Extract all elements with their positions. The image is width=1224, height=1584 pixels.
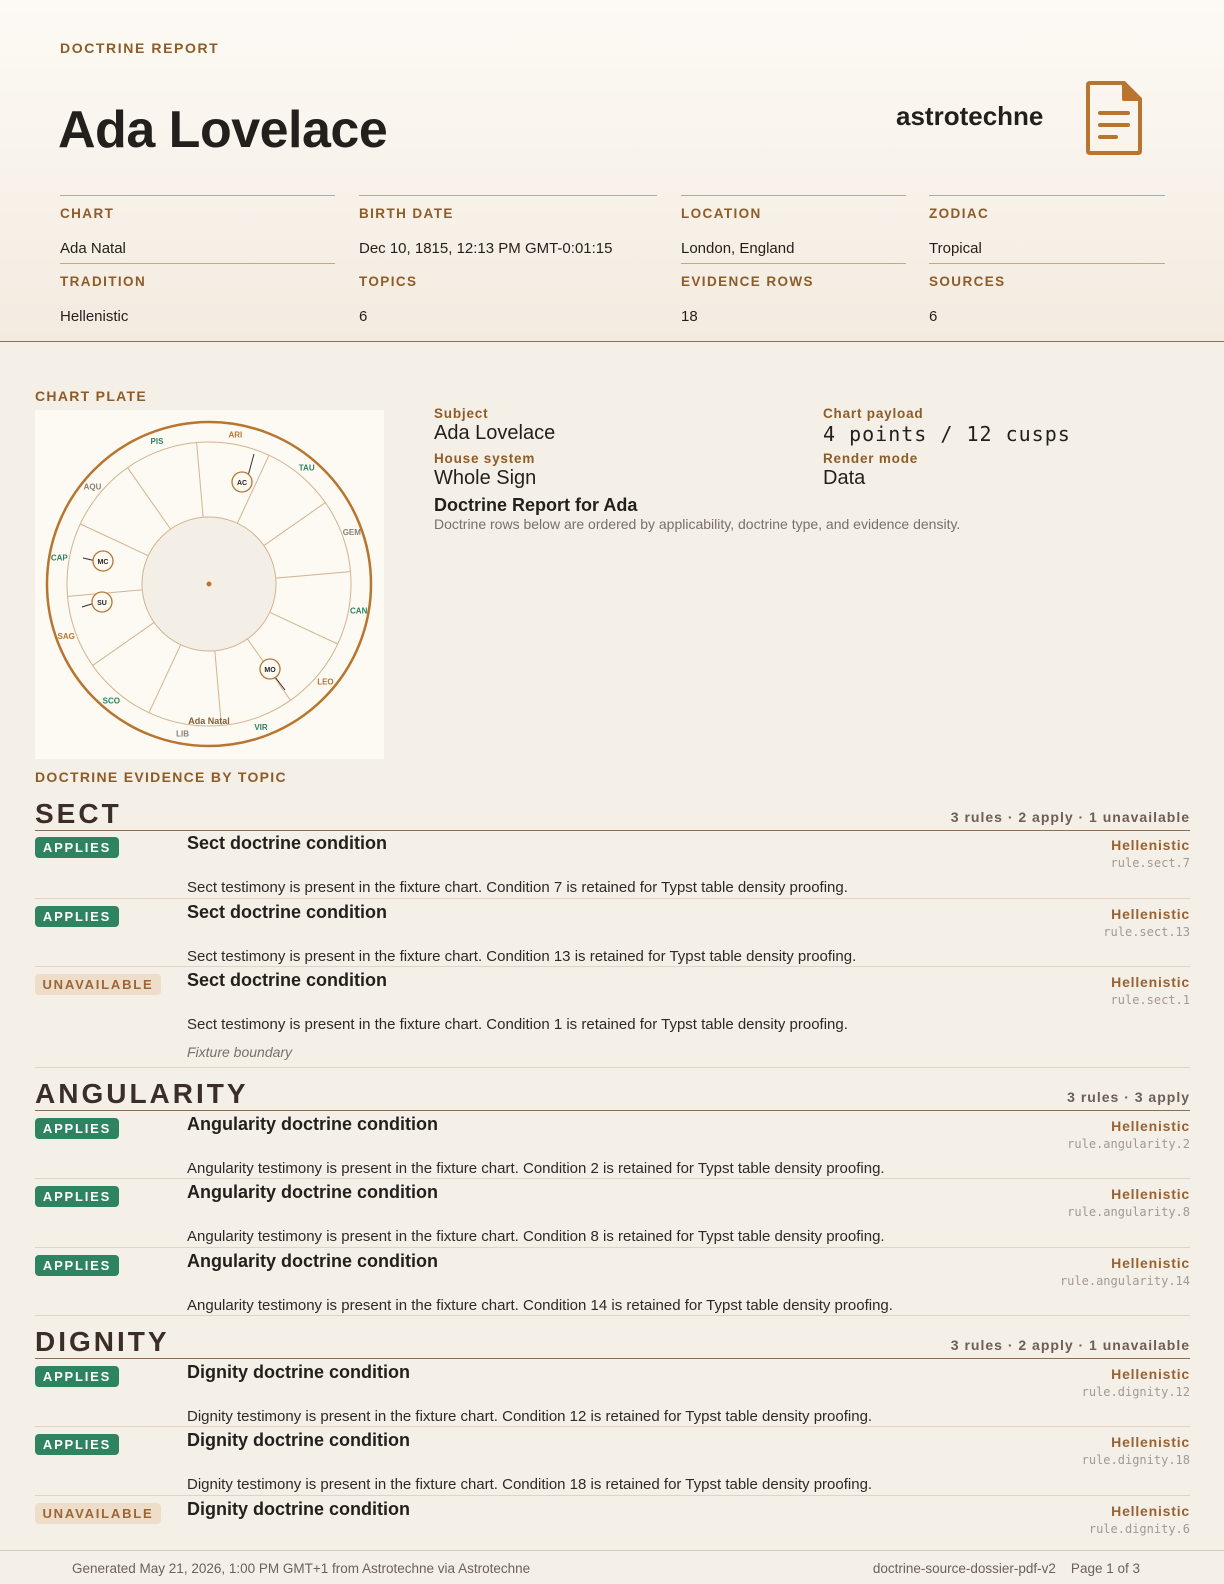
brand-name: astrotechne: [896, 101, 1044, 131]
house-cusp-line: [270, 612, 338, 644]
evidence-row: [35, 1430, 1190, 1496]
rule-description: Angularity testimony is present in the fixture chart. Condition 2 is retained for Typst table density proofing.: [187, 1160, 885, 1177]
rule-note: Fixture boundary: [187, 1044, 293, 1060]
evidence-row: [35, 970, 1190, 1068]
payload-label: Chart payload: [823, 406, 924, 421]
topic-count: 3 rules · 3 apply: [1067, 1089, 1190, 1105]
sign-label-cap: CAP: [50, 553, 68, 563]
rule-title: Dignity doctrine condition: [187, 1499, 410, 1519]
house-cusp-line: [215, 651, 222, 726]
meta-topics: [359, 263, 657, 331]
ac-label: AC: [236, 480, 248, 487]
rule-description: Dignity testimony is present in the fixture chart. Condition 12 is retained for Typst table density proofing.: [187, 1408, 873, 1425]
evidence-row: [35, 1114, 1190, 1179]
subject-label: Subject: [434, 406, 489, 421]
ac-tick: [248, 454, 254, 476]
rule-description: Angularity testimony is present in the fixture chart. Condition 8 is retained for Typst table density proofing.: [187, 1228, 885, 1245]
sign-label-pis: PIS: [150, 437, 164, 447]
status-badge: APPLIES: [35, 906, 119, 927]
sign-label-can: CAN: [350, 606, 368, 616]
topic-count: 3 rules · 2 apply · 1 unavailable: [950, 809, 1190, 825]
sign-label-vir: VIR: [254, 722, 268, 732]
document-icon: [1086, 81, 1142, 155]
evidence-row: [35, 1362, 1190, 1427]
rule-id: rule.sect.7: [1110, 856, 1190, 870]
evidence-row: [35, 1251, 1190, 1316]
rule-title: Dignity doctrine condition: [187, 1362, 410, 1382]
house-cusp-line: [128, 468, 171, 529]
mo-tick: [275, 677, 285, 690]
rule-title: Sect doctrine condition: [187, 833, 388, 853]
center-dot: [207, 582, 212, 587]
subject-value: Ada Lovelace: [434, 422, 556, 444]
chart-wheel: [35, 410, 384, 759]
rule-title: Angularity doctrine condition: [187, 1182, 438, 1202]
meta-zodiac: [929, 195, 1165, 263]
rule-description: Angularity testimony is present in the fixture chart. Condition 14 is retained for Typst table density proofing.: [187, 1297, 893, 1314]
rule-description: Sect testimony is present in the fixture chart. Condition 13 is retained for Typst table density proofing.: [187, 948, 857, 965]
status-badge: APPLIES: [35, 1366, 119, 1387]
page-footer: [0, 1550, 1224, 1584]
status-badge: APPLIES: [35, 1255, 119, 1276]
meta-label: CHART: [60, 206, 115, 221]
report-header: [0, 0, 1224, 342]
meta-label: TOPICS: [359, 274, 418, 289]
rule-description: Sect testimony is present in the fixture chart. Condition 7 is retained for Typst table density proofing.: [187, 879, 848, 896]
evidence-section-label: DOCTRINE EVIDENCE BY TOPIC: [35, 769, 287, 785]
sign-label-tau: TAU: [298, 463, 315, 473]
meta-label: SOURCES: [929, 274, 1006, 289]
footer-page-info: doctrine-source-dossier-pdf-v2 Page 1 of 3: [872, 1561, 1140, 1576]
payload-value: 4 points / 12 cusps: [823, 422, 1071, 446]
meta-value: 18: [681, 308, 698, 325]
footer-generated: Generated May 21, 2026, 1:00 PM GMT+1 from Astrotechne via Astrotechne: [72, 1561, 531, 1576]
rule-tradition: Hellenistic: [1111, 1255, 1190, 1271]
meta-tradition: [60, 263, 335, 331]
meta-value: Dec 10, 1815, 12:13 PM GMT-0:01:15: [359, 240, 613, 257]
house-cusp-line: [149, 645, 181, 713]
rule-id: rule.angularity.8: [1067, 1205, 1190, 1219]
rule-tradition: Hellenistic: [1111, 1118, 1190, 1134]
house-cusp-line: [197, 443, 204, 518]
rule-tradition: Hellenistic: [1111, 906, 1190, 922]
evidence-row: [35, 902, 1190, 967]
rule-id: rule.dignity.6: [1088, 1522, 1190, 1536]
rule-title: Angularity doctrine condition: [187, 1251, 438, 1271]
meta-label: LOCATION: [681, 206, 762, 221]
house-cusp-line: [93, 622, 154, 665]
meta-birth-date: [359, 195, 657, 263]
report-description: Doctrine rows below are ordered by applicability, doctrine type, and evidence density.: [434, 516, 961, 532]
report-kicker: DOCTRINE REPORT: [60, 40, 220, 56]
rule-id: rule.angularity.2: [1067, 1137, 1190, 1151]
mo-label: MO: [264, 667, 276, 674]
house-cusp-line: [276, 572, 351, 579]
evidence-row: [35, 833, 1190, 899]
meta-value: London, England: [681, 240, 795, 257]
meta-value: 6: [359, 308, 368, 325]
report-subtitle: Doctrine Report for Ada: [434, 495, 638, 515]
rule-title: Angularity doctrine condition: [187, 1114, 438, 1134]
house-system-value: Whole Sign: [434, 467, 537, 489]
sign-label-leo: LEO: [317, 677, 334, 687]
meta-label: TRADITION: [60, 274, 147, 289]
render-mode-value: Data: [823, 467, 866, 489]
rule-tradition: Hellenistic: [1111, 1366, 1190, 1382]
chart-name-label: Ada Natal: [188, 716, 230, 726]
rule-description: Dignity testimony is present in the fixture chart. Condition 18 is retained for Typst table density proofing.: [187, 1476, 873, 1493]
status-badge: UNAVAILABLE: [35, 1503, 161, 1524]
rule-title: Dignity doctrine condition: [187, 1430, 410, 1450]
meta-evidence-rows: [681, 263, 906, 331]
topic-name: SECT: [35, 798, 122, 829]
report-title: Ada Lovelace: [58, 101, 388, 159]
rule-title: Sect doctrine condition: [187, 902, 388, 922]
rule-description: Sect testimony is present in the fixture chart. Condition 1 is retained for Typst table density proofing.: [187, 1016, 848, 1033]
meta-value: Ada Natal: [60, 240, 126, 257]
meta-label: BIRTH DATE: [359, 206, 454, 221]
topic-header-dignity: [35, 1326, 1190, 1359]
sign-label-ari: ARI: [228, 430, 243, 440]
status-badge: APPLIES: [35, 837, 119, 858]
sign-label-sag: SAG: [57, 631, 75, 641]
meta-label: ZODIAC: [929, 206, 990, 221]
chart-plate-label: CHART PLATE: [35, 388, 148, 404]
house-cusp-line: [264, 503, 325, 546]
evidence-row: [35, 1182, 1190, 1248]
rule-id: rule.angularity.14: [1059, 1274, 1190, 1288]
rule-tradition: Hellenistic: [1111, 1186, 1190, 1202]
status-badge: UNAVAILABLE: [35, 974, 161, 995]
sign-label-aqu: AQU: [83, 482, 102, 492]
meta-value: Hellenistic: [60, 308, 129, 325]
rule-id: rule.sect.13: [1103, 925, 1190, 939]
rule-tradition: Hellenistic: [1111, 1434, 1190, 1450]
su-label: SU: [97, 600, 107, 607]
evidence-row: [35, 1499, 1190, 1536]
rule-title: Sect doctrine condition: [187, 970, 388, 990]
rule-id: rule.sect.1: [1110, 993, 1190, 1007]
topic-count: 3 rules · 2 apply · 1 unavailable: [950, 1337, 1190, 1353]
rule-id: rule.dignity.12: [1081, 1385, 1190, 1399]
meta-location: [681, 195, 906, 263]
sign-label-sco: SCO: [102, 696, 120, 706]
topic-name: DIGNITY: [35, 1326, 170, 1357]
mc-label: MC: [97, 559, 109, 566]
topic-header-angularity: [35, 1078, 1190, 1111]
rule-tradition: Hellenistic: [1111, 1503, 1190, 1519]
render-mode-label: Render mode: [823, 451, 919, 466]
rule-tradition: Hellenistic: [1111, 974, 1190, 990]
meta-chart: [60, 195, 335, 263]
topic-header-sect: [35, 798, 1190, 831]
sign-label-gem: GEM: [342, 528, 361, 538]
meta-value: 6: [929, 308, 938, 325]
meta-label: EVIDENCE ROWS: [681, 274, 814, 289]
status-badge: APPLIES: [35, 1186, 119, 1207]
meta-value: Tropical: [929, 240, 982, 257]
status-badge: APPLIES: [35, 1118, 119, 1139]
sign-label-lib: LIB: [176, 729, 190, 739]
rule-id: rule.dignity.18: [1081, 1453, 1190, 1467]
rule-tradition: Hellenistic: [1111, 837, 1190, 853]
house-system-label: House system: [434, 451, 536, 466]
house-cusp-line: [80, 524, 148, 556]
topic-name: ANGULARITY: [35, 1078, 249, 1109]
meta-sources: [929, 263, 1165, 331]
chart-plate: [35, 410, 384, 759]
status-badge: APPLIES: [35, 1434, 119, 1455]
